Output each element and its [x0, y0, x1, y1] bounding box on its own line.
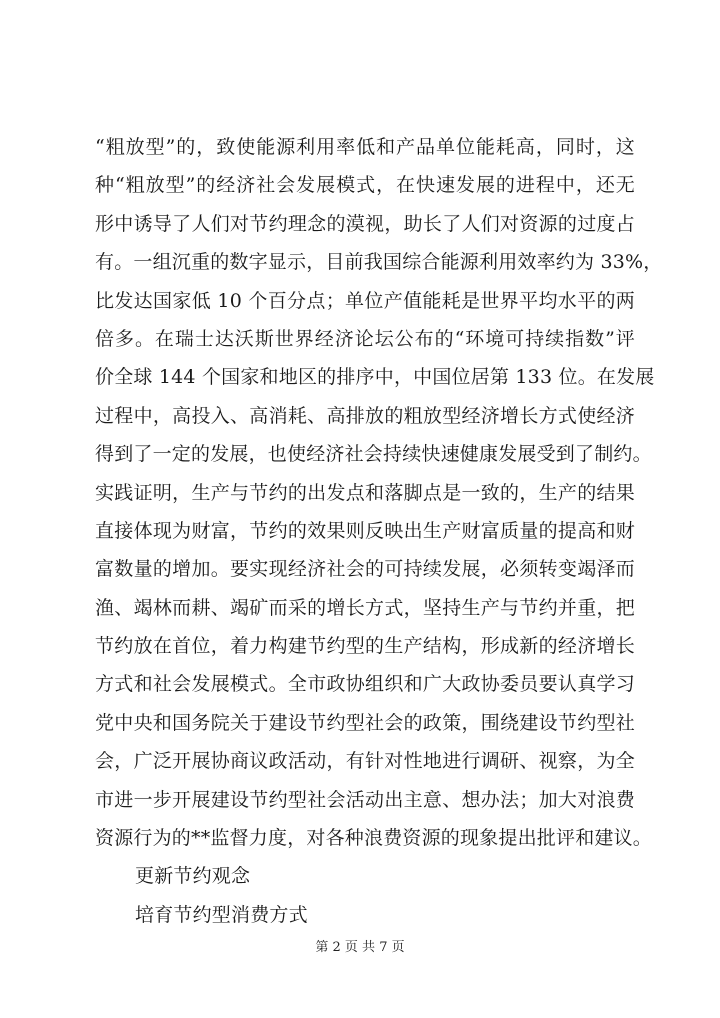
text-line: 得到了一定的发展，也使经济社会持续快速健康发展受到了制约。 [95, 443, 652, 466]
text-line: 过程中，高投入、高消耗、高排放的粗放型经济增长方式使经济 [95, 404, 635, 427]
page-number-footer: 第 2 页 共 7 页 [315, 940, 405, 955]
text-line: 直接体现为财富，节约的效果则反映出生产财富质量的提高和财 [95, 519, 635, 542]
text-line: 市进一步开展建设节约型社会活动出主意、想办法；加大对浪费 [95, 788, 635, 811]
text-line: 资源行为的**监督力度，对各种浪费资源的现象提出批评和建议。 [95, 827, 653, 850]
text-line: 有。一组沉重的数字显示，目前我国综合能源利用效率约为 33%， [95, 251, 663, 274]
section-heading: 更新节约观念 [135, 865, 251, 888]
text-line: 富数量的增加。要实现经济社会的可持续发展，必须转变竭泽而 [95, 558, 635, 581]
text-line: 会，广泛开展协商议政活动，有针对性地进行调研、视察，为全 [95, 750, 635, 773]
body-text [95, 128, 663, 934]
text-line: 形中诱导了人们对节约理念的漠视，助长了人们对资源的过度占 [95, 212, 635, 235]
text-line: 渔、竭林而耕、竭矿而采的增长方式，坚持生产与节约并重，把 [95, 596, 635, 619]
text-line: 比发达国家低 10 个百分点；单位产值能耗是世界平均水平的两 [95, 289, 635, 312]
section-heading: 培育节约型消费方式 [135, 903, 308, 926]
text-line: 实践证明，生产与节约的出发点和落脚点是一致的，生产的结果 [95, 481, 635, 504]
text-line: 方式和社会发展模式。全市政协组织和广大政协委员要认真学习 [95, 673, 635, 696]
text-line: 倍多。在瑞士达沃斯世界经济论坛公布的“环境可持续指数”评 [95, 327, 635, 350]
text-line: 节约放在首位，着力构建节约型的生产结构，形成新的经济增长 [95, 635, 635, 658]
text-line: 党中央和国务院关于建设节约型社会的政策，围绕建设节约型社 [95, 711, 635, 734]
text-line: “粗放型”的，致使能源利用率低和产品单位能耗高，同时，这 [95, 136, 635, 158]
text-line: 种“粗放型”的经济社会发展模式，在快速发展的进程中，还无 [95, 174, 635, 197]
text-line: 价全球 144 个国家和地区的排序中，中国位居第 133 位。在发展 [95, 366, 655, 389]
